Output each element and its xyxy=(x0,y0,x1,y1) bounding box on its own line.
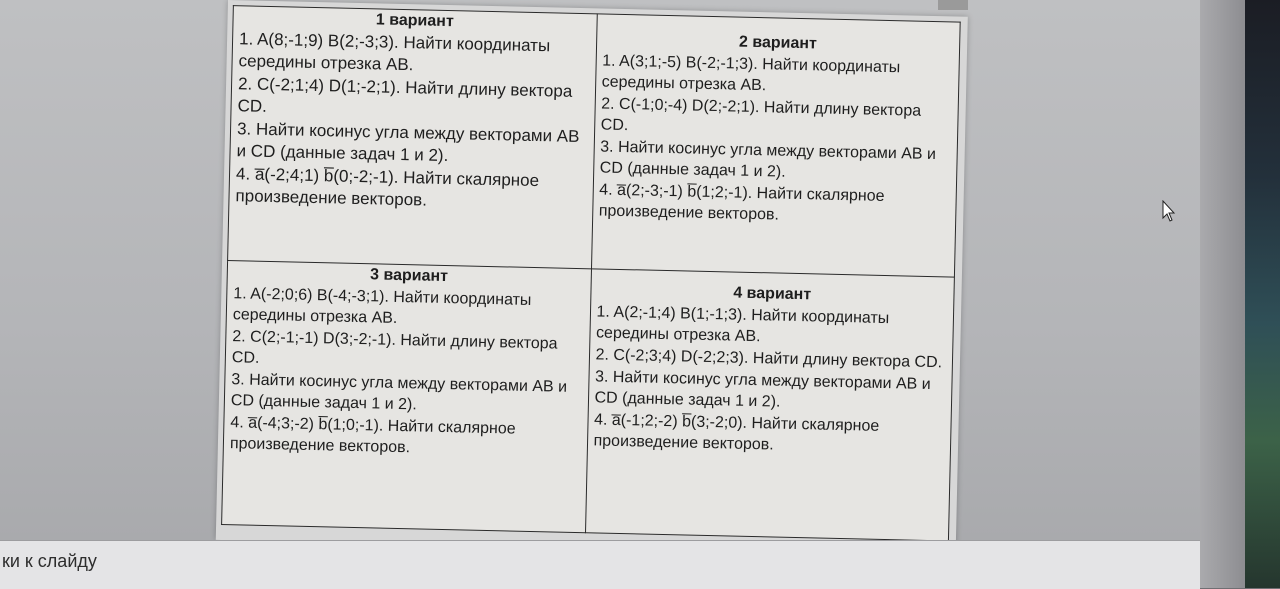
variants-table xyxy=(221,5,961,541)
variant-title: 4 вариант xyxy=(733,284,812,304)
task-item: 2. C(-1;0;-4) D(2;-2;1). Найти длину вектора CD. xyxy=(600,95,922,135)
task-item: 3. Найти косинус угла между векторами AB и CD (данные задач 1 и 2). xyxy=(599,138,937,181)
task-item: 3. Найти косинус угла между векторами AB и CD (данные задач 1 и 2). xyxy=(236,119,580,166)
task-item: 3. Найти косинус угла между векторами AB и CD (данные задач 1 и 2). xyxy=(230,371,568,414)
task-item: 3. Найти косинус угла между векторами AB и CD (данные задач 1 и 2). xyxy=(594,368,931,411)
task-item: 2. C(2;-1;-1) D(3;-2;-1). Найти длину вектора CD. xyxy=(231,328,558,367)
variant-title: 1 вариант xyxy=(375,11,454,31)
task-item: 1. A(-2;0;6) B(-4;-3;1). Найти координаты середины отрезка AB. xyxy=(232,285,532,327)
task-item: 1. A(8;-1;9) B(2;-3;3). Найти координаты середины отрезка AB. xyxy=(238,29,551,75)
variant-cell-4 xyxy=(585,269,954,541)
task-item: 2. C(-2;1;4) D(1;-2;1). Найти длину вектора CD. xyxy=(237,74,573,116)
variant-cell-3 xyxy=(222,261,591,533)
mouse-pointer-icon xyxy=(1162,200,1176,222)
variant-cell-2 xyxy=(591,14,960,277)
task-item: 1. A(2;-1;4) B(1;-1;3). Найти координаты середины отрезка AB. xyxy=(595,303,890,346)
variant-title: 3 вариант xyxy=(369,266,449,286)
task-item: 2. C(-2;3;4) D(-2;2;3). Найти длину вектора CD. xyxy=(595,346,943,372)
desktop-wallpaper-edge xyxy=(1245,0,1280,588)
variant-cell-1 xyxy=(228,6,597,269)
task-item: 4. a̅(-2;4;1) b̅(0;-2;-1). Найти скалярное произведение векторов. xyxy=(235,164,540,210)
vertical-scrollbar[interactable] xyxy=(1200,0,1245,588)
slide-corner-tab xyxy=(938,0,968,10)
slide[interactable] xyxy=(216,0,968,557)
notes-pane[interactable] xyxy=(0,540,1200,589)
task-item: 4. a̅(-1;2;-2) b̅(3;-2;0). Найти скалярное произведение векторов. xyxy=(593,411,880,454)
variant-title: 2 вариант xyxy=(738,33,818,53)
task-item: 4. a̅(2;-3;-1) b̅(1;2;-1). Найти скалярное произведение векторов. xyxy=(598,181,885,224)
task-item: 4. a̅(-4;3;-2) b̅(1;0;-1). Найти скалярное произведение векторов. xyxy=(229,414,516,457)
notes-placeholder: ки к слайду xyxy=(2,551,97,571)
task-item: 1. A(3;1;-5) B(-2;-1;3). Найти координаты середины отрезка AB. xyxy=(601,52,901,95)
